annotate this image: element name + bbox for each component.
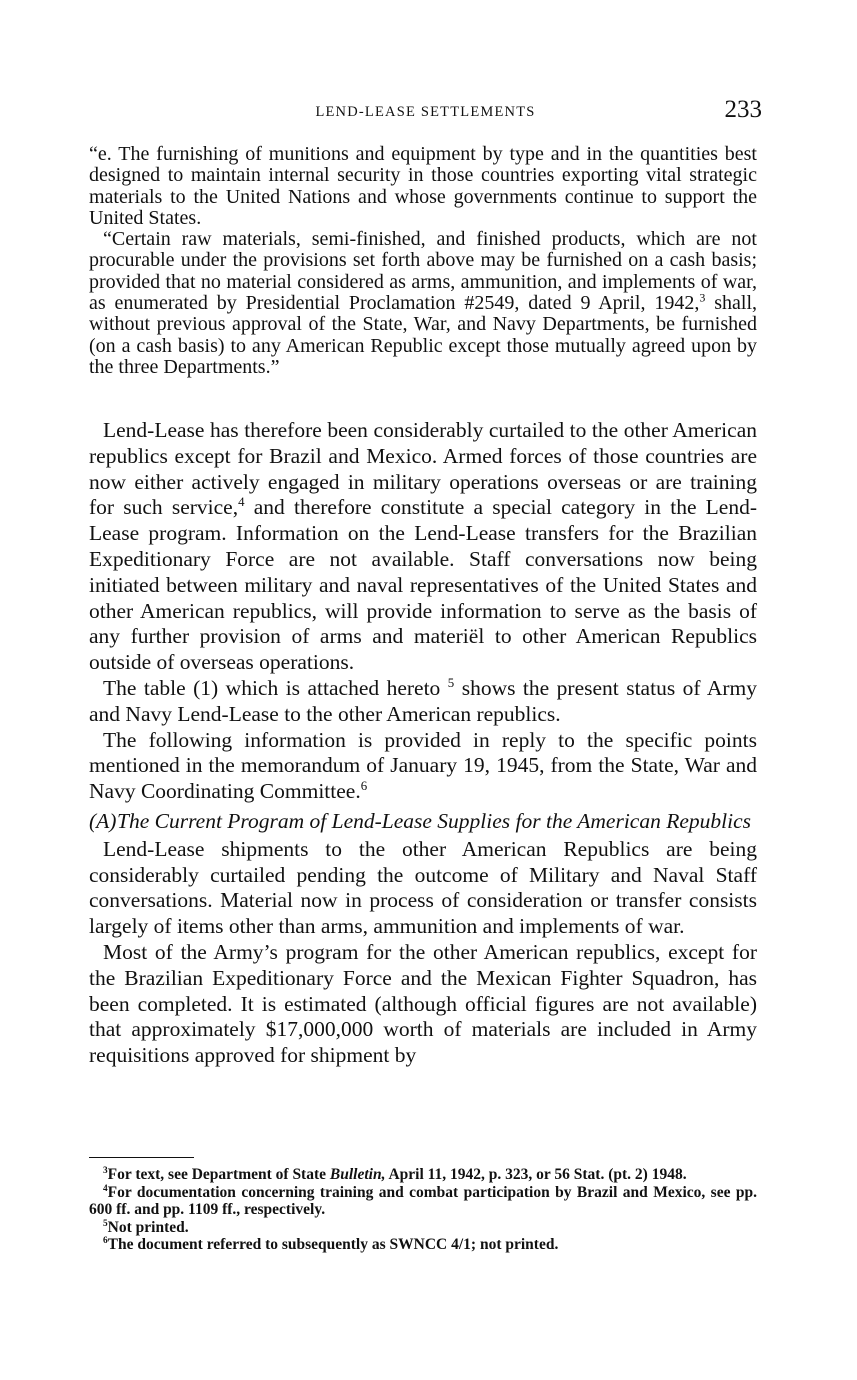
footnote-4-text: For documentation concerning training and combat participation by Brazil and Mexico, see pp. 600 ff. and pp. 1109 ff., respectively. bbox=[89, 1183, 757, 1218]
quote-paragraph-e bbox=[89, 144, 757, 229]
footnote-5-text: Not printed. bbox=[107, 1218, 189, 1236]
p1-text-b: and therefore constitute a special category in the Lend-Lease program. Information on the Lend-Lease transfers for the Brazilian Expeditionary Force are not available. Staff conversations now being initiated between military and naval representatives of the United States and other American republics, will provide information to serve as the basis of any further provision of arms and materiël to other American Republics outside of overseas operations. bbox=[89, 495, 758, 675]
footnote-5 bbox=[89, 1219, 757, 1237]
running-title: LEND-LEASE SETTLEMENTS bbox=[315, 104, 536, 120]
quote-paragraph-e-text: “e. The furnishing of munitions and equipment by type and in the quantities best designed to maintain internal security in those countries exporting vital strategic materials to the United Nations and whose governments continue to support the United States. bbox=[89, 143, 757, 229]
footnote-3-text-a: For text, see Department of State bbox=[107, 1166, 330, 1183]
footnote-ref-6: 6 bbox=[360, 779, 368, 793]
footnote-6-mark: 6 bbox=[103, 1235, 108, 1246]
section-heading bbox=[89, 809, 757, 835]
quote-raw-text-2: shall, without previous approval of the State, War, and Navy Departments, be furnished (on a cash basis) to any American Republic except those mutually agreed upon by the three Departments.” bbox=[89, 292, 757, 378]
page-header bbox=[89, 96, 762, 126]
page-number: 233 bbox=[724, 96, 762, 123]
p1-text-a: Lend-Lease has therefore been considerably curtailed to the other American republics except for Brazil and Mexico. Armed forces of those countries are now either actively engaged in military operations overseas or are training for such service, bbox=[89, 418, 757, 520]
section-heading-text: The Current Program of Lend-Lease Supplies for the American Republics bbox=[117, 808, 751, 833]
footnote-ref-3: 3 bbox=[699, 290, 706, 305]
footnote-6 bbox=[89, 1236, 757, 1254]
footnotes bbox=[89, 1166, 757, 1254]
footnote-4-mark: 4 bbox=[103, 1183, 108, 1194]
p3-text: The following information is provided in reply to the specific points mentioned in the memorandum of January 19, 1945, from the State, War and Navy Coordinating Committee. bbox=[89, 727, 757, 804]
quote-raw-text-1: “Certain raw materials, semi-finished, and finished products, which are not procurable under the provisions set forth above may be furnished on a cash basis; provided that no material considered as arms, ammunition, and implements of war, as enumerated by Presidential Proclamation #2549, dated 9 April, 1942, bbox=[89, 228, 757, 315]
paragraph-table-attached bbox=[89, 676, 757, 728]
footnote-3-mark: 3 bbox=[103, 1165, 108, 1176]
p2-text-a: The table (1) which is attached hereto bbox=[103, 675, 448, 700]
quote-paragraph-raw-materials bbox=[89, 229, 757, 378]
footnote-3-text-b: April 11, 1942, p. 323, or 56 Stat. (pt. 2) 1948. bbox=[385, 1166, 687, 1183]
footnote-3-italic: Bulletin, bbox=[329, 1166, 386, 1183]
p2-text-b: shows the present status of Army and Navy Lend-Lease to the other American republics. bbox=[89, 675, 758, 726]
footnote-6-text: The document referred to subsequently as SWNCC 4/1; not printed. bbox=[107, 1236, 559, 1253]
footnote-3 bbox=[89, 1166, 757, 1184]
footnote-ref-5: 5 bbox=[447, 675, 455, 690]
section-heading-label: (A) bbox=[89, 808, 117, 833]
quoted-passage bbox=[89, 144, 757, 378]
footnote-4 bbox=[89, 1184, 757, 1219]
paragraph-following-information bbox=[89, 728, 757, 805]
paragraph-shipments-curtailed: Lend-Lease shipments to the other American Republics are being considerably curtailed pending the outcome of Military and Naval Staff conversations. Material now in process of consideration or transfer consists largely of items other than arms, ammunition and implements of war. bbox=[89, 836, 757, 939]
footnote-5-mark: 5 bbox=[103, 1218, 108, 1229]
paragraph-lend-lease-curtailed bbox=[89, 418, 757, 676]
footnote-divider bbox=[89, 1157, 194, 1158]
footnote-ref-4: 4 bbox=[238, 495, 245, 510]
body-text bbox=[89, 418, 757, 1069]
paragraph-army-program: Most of the Army’s program for the other American republics, except for the Brazilian Expeditionary Force and the Mexican Fighter Squadron, has been completed. It is estimated (although official figures are not available) that approximately $17,000,000 worth of materials are included in Army requisitions approved for shipment by bbox=[89, 939, 757, 1068]
